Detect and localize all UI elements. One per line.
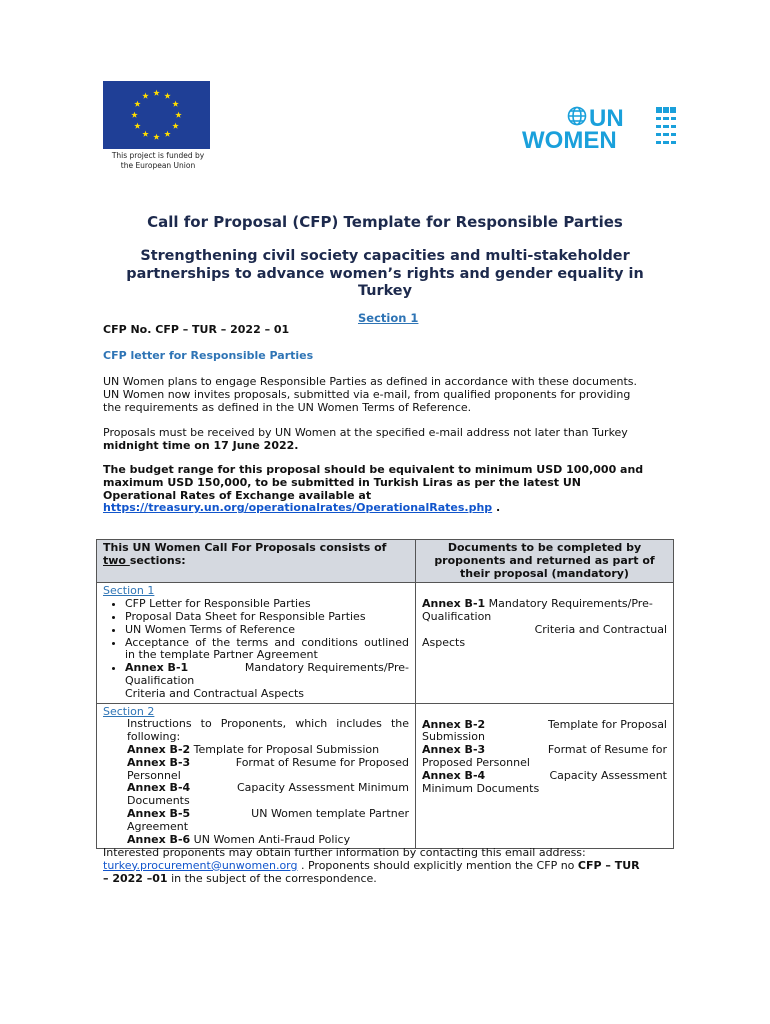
table-row (97, 703, 674, 849)
intro-line1: UN Women plans to engage Responsible Parties as defined in accordance with these documents. (103, 375, 638, 388)
subtitle-line3: Turkey (358, 283, 412, 299)
eu-funding-caption (106, 151, 210, 171)
table-section2-link[interactable]: Section 2 (103, 704, 155, 718)
budget-line1: The budget range for this proposal should be equivalent to minimum USD 100,000 and (103, 463, 644, 476)
eu-star-icon (175, 112, 181, 118)
subtitle-line1: Strengthening civil society capacities and multi-stakeholder (140, 248, 630, 264)
eu-star-icon (131, 112, 137, 118)
list-item: • CFP Letter for Responsible Parties (125, 598, 409, 611)
eu-caption-line1: This project is funded by (111, 151, 205, 160)
annex-text: Capacity Assessment (549, 768, 667, 782)
annex-label: • Annex B-1 (125, 661, 189, 675)
annex-label: Annex B-3 (422, 743, 486, 757)
annex-cont1: Qualification (125, 673, 195, 687)
annex-label: Annex B-1 (422, 597, 486, 611)
cfp-letter-heading: CFP letter for Responsible Parties (103, 349, 314, 362)
eu-star-icon (172, 101, 178, 107)
header-right-line3: their proposal (mandatory) (460, 566, 629, 580)
eu-star-icon (164, 131, 170, 137)
table-header-left (97, 540, 416, 583)
header-right-line1: Documents to be completed by (447, 541, 642, 554)
document-subtitle (60, 248, 710, 301)
deadline-paragraph (103, 427, 675, 453)
annex-cont: Documents (127, 794, 190, 808)
annex-label: Annex B-4 (127, 781, 191, 795)
intro-paragraph (103, 376, 675, 414)
list-item-cont: in the template Partner Agreement (125, 648, 318, 662)
list-item: • Proposal Data Sheet for Responsible Parties (125, 611, 409, 624)
section2-cell (97, 703, 416, 849)
right1-line2: Qualification (422, 610, 492, 624)
annex-text: Mandatory Requirements/Pre- (244, 661, 409, 675)
deadline-line2: midnight time on 17 June 2022. (103, 438, 299, 452)
contact-paragraph (103, 847, 675, 885)
section1-list (103, 598, 409, 700)
annex-text: Template for Proposal Submission (190, 742, 380, 756)
cfp-number: CFP No. CFP – TUR – 2022 – 01 (103, 323, 290, 336)
annex-cont: Minimum Documents (422, 781, 540, 795)
annex-label: Annex B-5 (127, 806, 191, 820)
eu-star-icon (153, 134, 159, 140)
un-women-emblem-icon (520, 104, 680, 152)
un-women-logo-line2: WOMEN (522, 127, 617, 152)
annex-cont: Submission (422, 730, 485, 744)
table-header-row (97, 540, 674, 583)
section1-cell (97, 583, 416, 703)
cfp-sections-table (96, 539, 674, 849)
s2-intro-line1: Instructions to Proponents, which includes the (127, 717, 409, 731)
annex-cont2: Criteria and Contractual Aspects (125, 686, 305, 700)
annex-text: Format of Resume for Proposed (235, 755, 409, 769)
annex-label: Annex B-3 (127, 755, 191, 769)
list-item-text: • Acceptance of the terms and conditions outlined (125, 635, 409, 649)
right1-line3: Criteria and Contractual (534, 622, 667, 636)
contact-email-link[interactable]: turkey.procurement@unwomen.org (103, 858, 298, 872)
annex-label: Annex B-2 (422, 717, 486, 731)
table-section1-link[interactable]: Section 1 (103, 584, 155, 598)
annex-cont: Proposed Personnel (422, 755, 530, 769)
eu-caption-line2: the European Union (120, 161, 196, 170)
eu-star-icon (142, 131, 148, 137)
intro-line3: the requirements as defined in the UN Women Terms of Reference. (103, 400, 472, 414)
annex-text: UN Women Anti-Fraud Policy (190, 832, 351, 846)
annex-cont: Agreement (127, 819, 189, 833)
eu-star-icon (134, 123, 140, 129)
annex-text: Mandatory Requirements/Pre- (485, 597, 653, 611)
intro-line2: UN Women now invites proposals, submitted via e-mail, from qualified proponents for providing (103, 387, 631, 401)
eu-star-icon (153, 90, 159, 96)
list-item (125, 662, 409, 700)
header-left-line1: This UN Women Call For Proposals consists of (103, 541, 387, 554)
annex-label: Annex B-2 (127, 742, 191, 756)
un-women-logo (520, 104, 680, 152)
list-item: • UN Women Terms of Reference (125, 624, 409, 637)
cfp-ref-part2: – 2022 –01 (103, 871, 168, 885)
right1-line4: Aspects (422, 635, 466, 649)
annex-text: Format of Resume for (547, 743, 667, 757)
eu-star-icon (142, 93, 148, 99)
annex-text: Capacity Assessment Minimum (236, 781, 409, 795)
budget-link-suffix: . (492, 501, 501, 515)
deadline-line1: Proposals must be received by UN Women at the specified e-mail address not later than Turkey (103, 426, 628, 439)
budget-paragraph (103, 464, 675, 515)
section2-right-cell (416, 703, 674, 849)
table-row (97, 583, 674, 703)
subtitle-line2: partnerships to advance women’s rights and gender equality in (126, 265, 644, 282)
cfp-ref-part1: CFP – TUR (577, 858, 640, 872)
contact-line3-text: in the subject of the correspondence. (167, 871, 377, 885)
annex-text: Template for Proposal (547, 717, 667, 731)
section1-right-cell (416, 583, 674, 703)
list-item (125, 637, 409, 663)
eu-stars-icon (103, 81, 210, 149)
eu-star-icon (172, 123, 178, 129)
annex-label: Annex B-6 (127, 832, 191, 846)
un-women-logo-line1: UN (589, 105, 624, 132)
eu-flag-logo (103, 81, 210, 149)
budget-line2: maximum USD 150,000, to be submitted in Turkish Liras as per the latest UN (103, 475, 581, 489)
document-title: Call for Proposal (CFP) Template for Responsible Parties (147, 213, 623, 231)
contact-line1: Interested proponents may obtain further information by contacting this email address: (103, 846, 586, 859)
header-left-sections: sections: (129, 553, 186, 567)
annex-cont: Personnel (127, 768, 181, 782)
contact-line2-text: . Proponents should explicitly mention the CFP no (297, 858, 578, 872)
table-header-right (416, 540, 674, 583)
header-left-two: two (103, 553, 130, 567)
annex-text: UN Women template Partner (251, 806, 409, 820)
eu-star-icon (164, 93, 170, 99)
annex-label: Annex B-4 (422, 768, 486, 782)
header-right-line2: proponents and returned as part of (434, 553, 655, 567)
operational-rates-link[interactable]: https://treasury.un.org/operationalrates/OperationalRates.php (103, 501, 493, 515)
budget-line3: Operational Rates of Exchange available at (103, 488, 372, 502)
eu-star-icon (134, 101, 140, 107)
section1-heading-link[interactable]: Section 1 (358, 311, 419, 325)
s2-intro-line2: following: (127, 730, 181, 744)
